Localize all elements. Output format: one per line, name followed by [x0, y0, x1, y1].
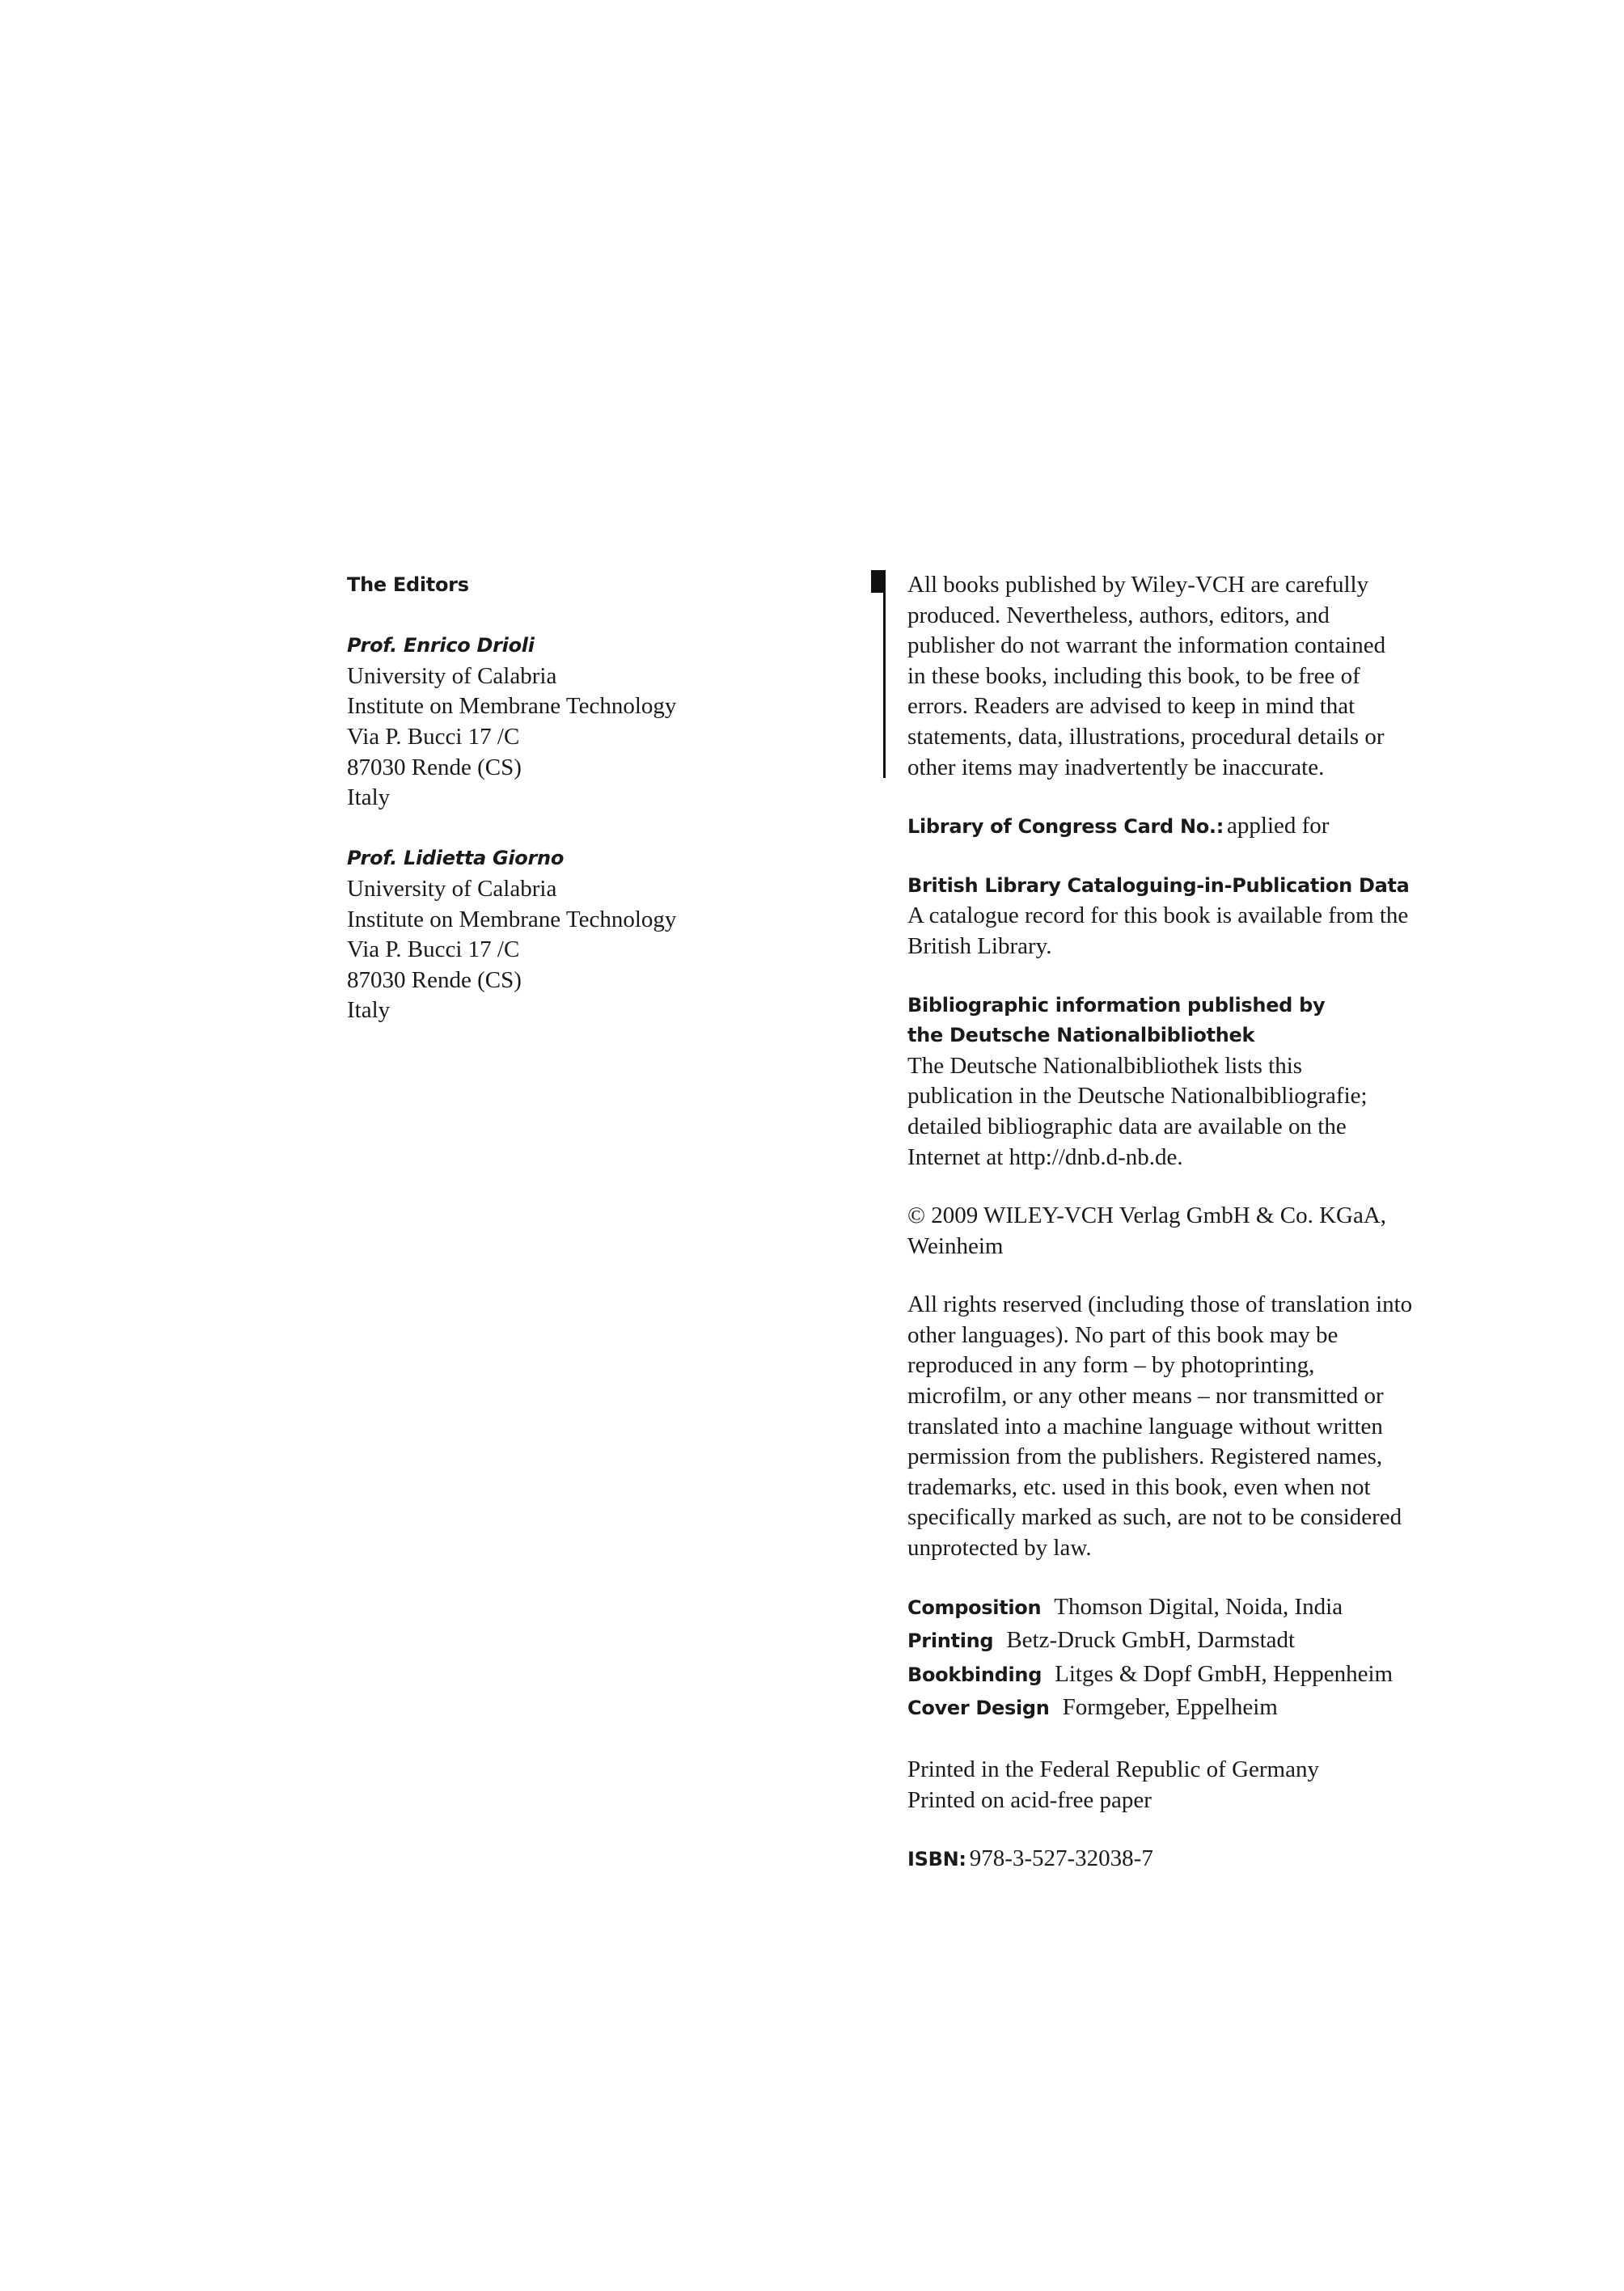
rights-line: unprotected by law. [907, 1535, 1092, 1562]
editor-address-line: Italy [347, 997, 391, 1024]
rights-line: microfilm, or any other means – nor transmitted or [907, 1383, 1384, 1410]
rights-line: All rights reserved (including those of translation into [907, 1291, 1413, 1318]
editor-address-line: Institute on Membrane Technology [347, 906, 677, 932]
disclaimer-line: publisher do not warrant the information contained [907, 632, 1386, 659]
british-library-line: A catalogue record for this book is available from the [907, 902, 1409, 929]
credit-value: Thomson Digital, Noida, India [1054, 1593, 1343, 1620]
rights-line: translated into a machine language without written [907, 1413, 1383, 1439]
credit-row [907, 1625, 1457, 1659]
credit-value: Formgeber, Eppelheim [1062, 1694, 1278, 1721]
editors-section [347, 570, 768, 1026]
dnb-line: detailed bibliographic data are available on the [907, 1113, 1347, 1139]
editor-name: Prof. Enrico Drioli [347, 634, 535, 657]
rights-line: specifically marked as such, are not to be considered [907, 1504, 1402, 1531]
rights-line: trademarks, etc. used in this book, even when not [907, 1473, 1371, 1500]
credit-label: Composition [907, 1596, 1042, 1619]
editor-address-line: Via P. Bucci 17 /C [347, 936, 520, 963]
dnb-line: Internet at http://dnb.d-nb.de. [907, 1143, 1183, 1170]
copyright-line: © 2009 WILEY-VCH Verlag GmbH & Co. KGaA, [907, 1203, 1387, 1229]
editor-address-line: Institute on Membrane Technology [347, 693, 677, 720]
credit-value: Litges & Dopf GmbH, Heppenheim [1055, 1660, 1394, 1687]
production-credits [907, 1592, 1457, 1727]
printed-line: Printed in the Federal Republic of Germany [907, 1756, 1319, 1782]
copyright-line: Weinheim [907, 1232, 1004, 1259]
rights-line: reproduced in any form – by photoprinting, [907, 1352, 1315, 1379]
credit-value: Betz-Druck GmbH, Darmstadt [1006, 1627, 1296, 1654]
rights-line: permission from the publishers. Registered names, [907, 1443, 1383, 1470]
rights-paragraph [907, 1290, 1457, 1563]
disclaimer-line: other items may inadvertently be inaccurate. [907, 754, 1325, 780]
copyright-notice [907, 1201, 1457, 1262]
editor-block [347, 631, 768, 814]
margin-rule [883, 570, 886, 778]
editor-address-line: 87030 Rende (CS) [347, 754, 522, 780]
credit-row [907, 1592, 1457, 1626]
disclaimer-line: produced. Nevertheless, authors, editors, and [907, 602, 1330, 628]
dnb-heading: the Deutsche Nationalbibliothek [907, 1024, 1255, 1047]
loc-label: Library of Congress Card No.: [907, 815, 1224, 839]
isbn-line [907, 1844, 1457, 1875]
editor-address-line: 87030 Rende (CS) [347, 966, 522, 993]
editor-address-line: Via P. Bucci 17 /C [347, 723, 520, 750]
dnb-line: publication in the Deutsche Nationalbibliografie; [907, 1083, 1368, 1110]
credit-row [907, 1659, 1457, 1693]
editor-address-line: University of Calabria [347, 875, 557, 902]
editors-heading: The Editors [347, 573, 469, 596]
disclaimer-line: in these books, including this book, to be free of [907, 662, 1360, 689]
credit-label: Cover Design [907, 1697, 1050, 1720]
editor-block [347, 843, 768, 1026]
dnb-block [907, 991, 1457, 1173]
isbn-value: 978-3-527-32038-7 [969, 1845, 1153, 1872]
disclaimer-line: All books published by Wiley-VCH are carefully [907, 572, 1369, 598]
isbn-label: ISBN: [907, 1848, 966, 1871]
credit-label: Bookbinding [907, 1663, 1042, 1686]
british-library-heading: British Library Cataloguing-in-Publication Data [907, 873, 1410, 897]
disclaimer-paragraph [907, 570, 1457, 783]
editor-address-line: Italy [347, 784, 391, 811]
disclaimer-line: errors. Readers are advised to keep in mind that [907, 693, 1355, 720]
printed-line: Printed on acid-free paper [907, 1786, 1152, 1813]
dnb-heading: Bibliographic information published by [907, 993, 1326, 1017]
credit-row [907, 1693, 1457, 1727]
printed-notice [907, 1755, 1457, 1815]
credit-label: Printing [907, 1629, 994, 1653]
dnb-line: The Deutsche Nationalbibliothek lists this [907, 1052, 1303, 1079]
rights-line: other languages). No part of this book may be [907, 1321, 1339, 1348]
imprint-section [907, 570, 1457, 1875]
disclaimer-line: statements, data, illustrations, procedural details or [907, 723, 1385, 750]
loc-value: applied for [1227, 813, 1330, 839]
editor-name: Prof. Lidietta Giorno [347, 847, 565, 870]
british-library-line: British Library. [907, 932, 1052, 959]
british-library-block [907, 871, 1457, 962]
editor-address-line: University of Calabria [347, 662, 557, 689]
loc-card-line [907, 811, 1457, 843]
